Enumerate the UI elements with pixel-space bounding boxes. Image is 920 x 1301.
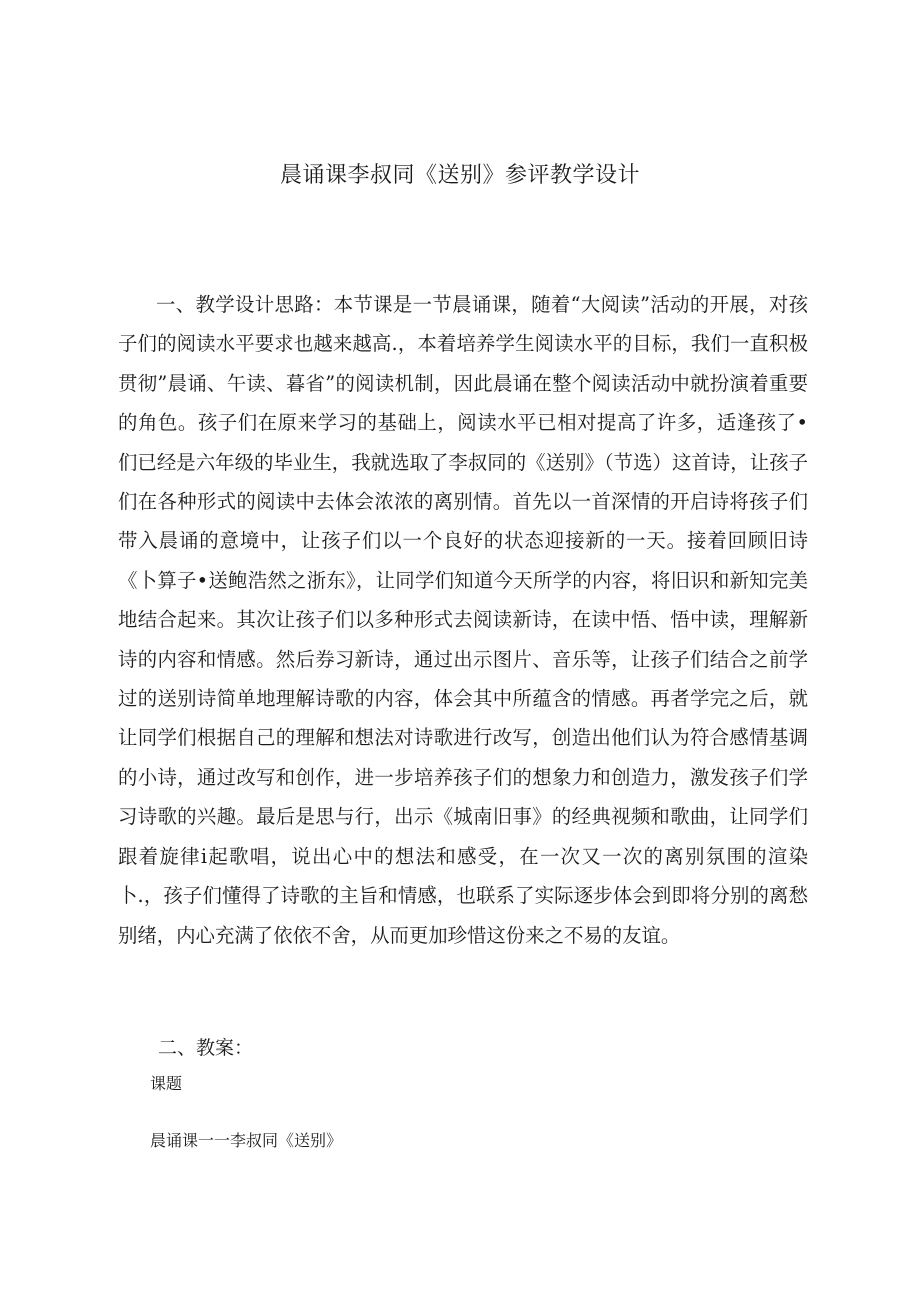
lesson-topic-label: 课题 bbox=[150, 1074, 183, 1093]
section2-heading: 二、教案： bbox=[158, 1037, 254, 1059]
lesson-topic-value: 晨诵课一一李叔同《送别》 bbox=[150, 1131, 343, 1150]
section1-paragraph: 一、教学设计思路：本节课是一节晨诵课，随着“大阅读”活动的开展，对孩子们的阅读水平要求也越来越高.，本着培养学生阅读水平的目标，我们一直积极贯彻”晨诵、午读、暮省”的阅读机制，因此晨诵在整个阅读活动中就扮演着重要的角色。孩子们在原来学习的基础上，阅读水平已相对提高了许多，适逢孩了•们已经是六年级的毕业生，我就选取了李叔同的《送别》（节选）这首诗，让孩子们在各种形式的阅读中去体会浓浓的离别情。首先以一首深情的开启诗将孩子们带入晨诵的意境中，让孩子们以一个良好的状态迎接新的一天。接着回顾旧诗《卜算子•送鲍浩然之浙东》，让同学们知道今天所学的内容，将旧识和新知完美地结合起来。其次让孩子们以多种形式去阅读新诗，在读中悟、悟中读，理解新诗的内容和情感。然后券习新诗，通过出示图片、音乐等，让孩子们结合之前学过的送别诗简单地理解诗歌的内容，体会其中所蕴含的情感。再者学完之后，就让同学们根据自己的理解和想法对诗歌进行改写，创造出他们认为符合感情基调的小诗，通过改写和创作，进一步培养孩子们的想象力和创造力，激发孩子们学习诗歌的兴趣。最后是思与行，出示《城南旧事》的经典视频和歌曲，让同学们跟着旋律i起歌唱，说出心中的想法和感受，在一次又一次的离别氛围的渲染卜.，孩子们懂得了诗歌的主旨和情感，也联系了实际逐步体会到即将分别的离愁别绪，内心充满了依依不舍，从而更加珍惜这份来之不易的友谊。 bbox=[118, 293, 808, 947]
document-title: 晨诵课李叔同《送别》参评教学设计 bbox=[279, 163, 640, 188]
